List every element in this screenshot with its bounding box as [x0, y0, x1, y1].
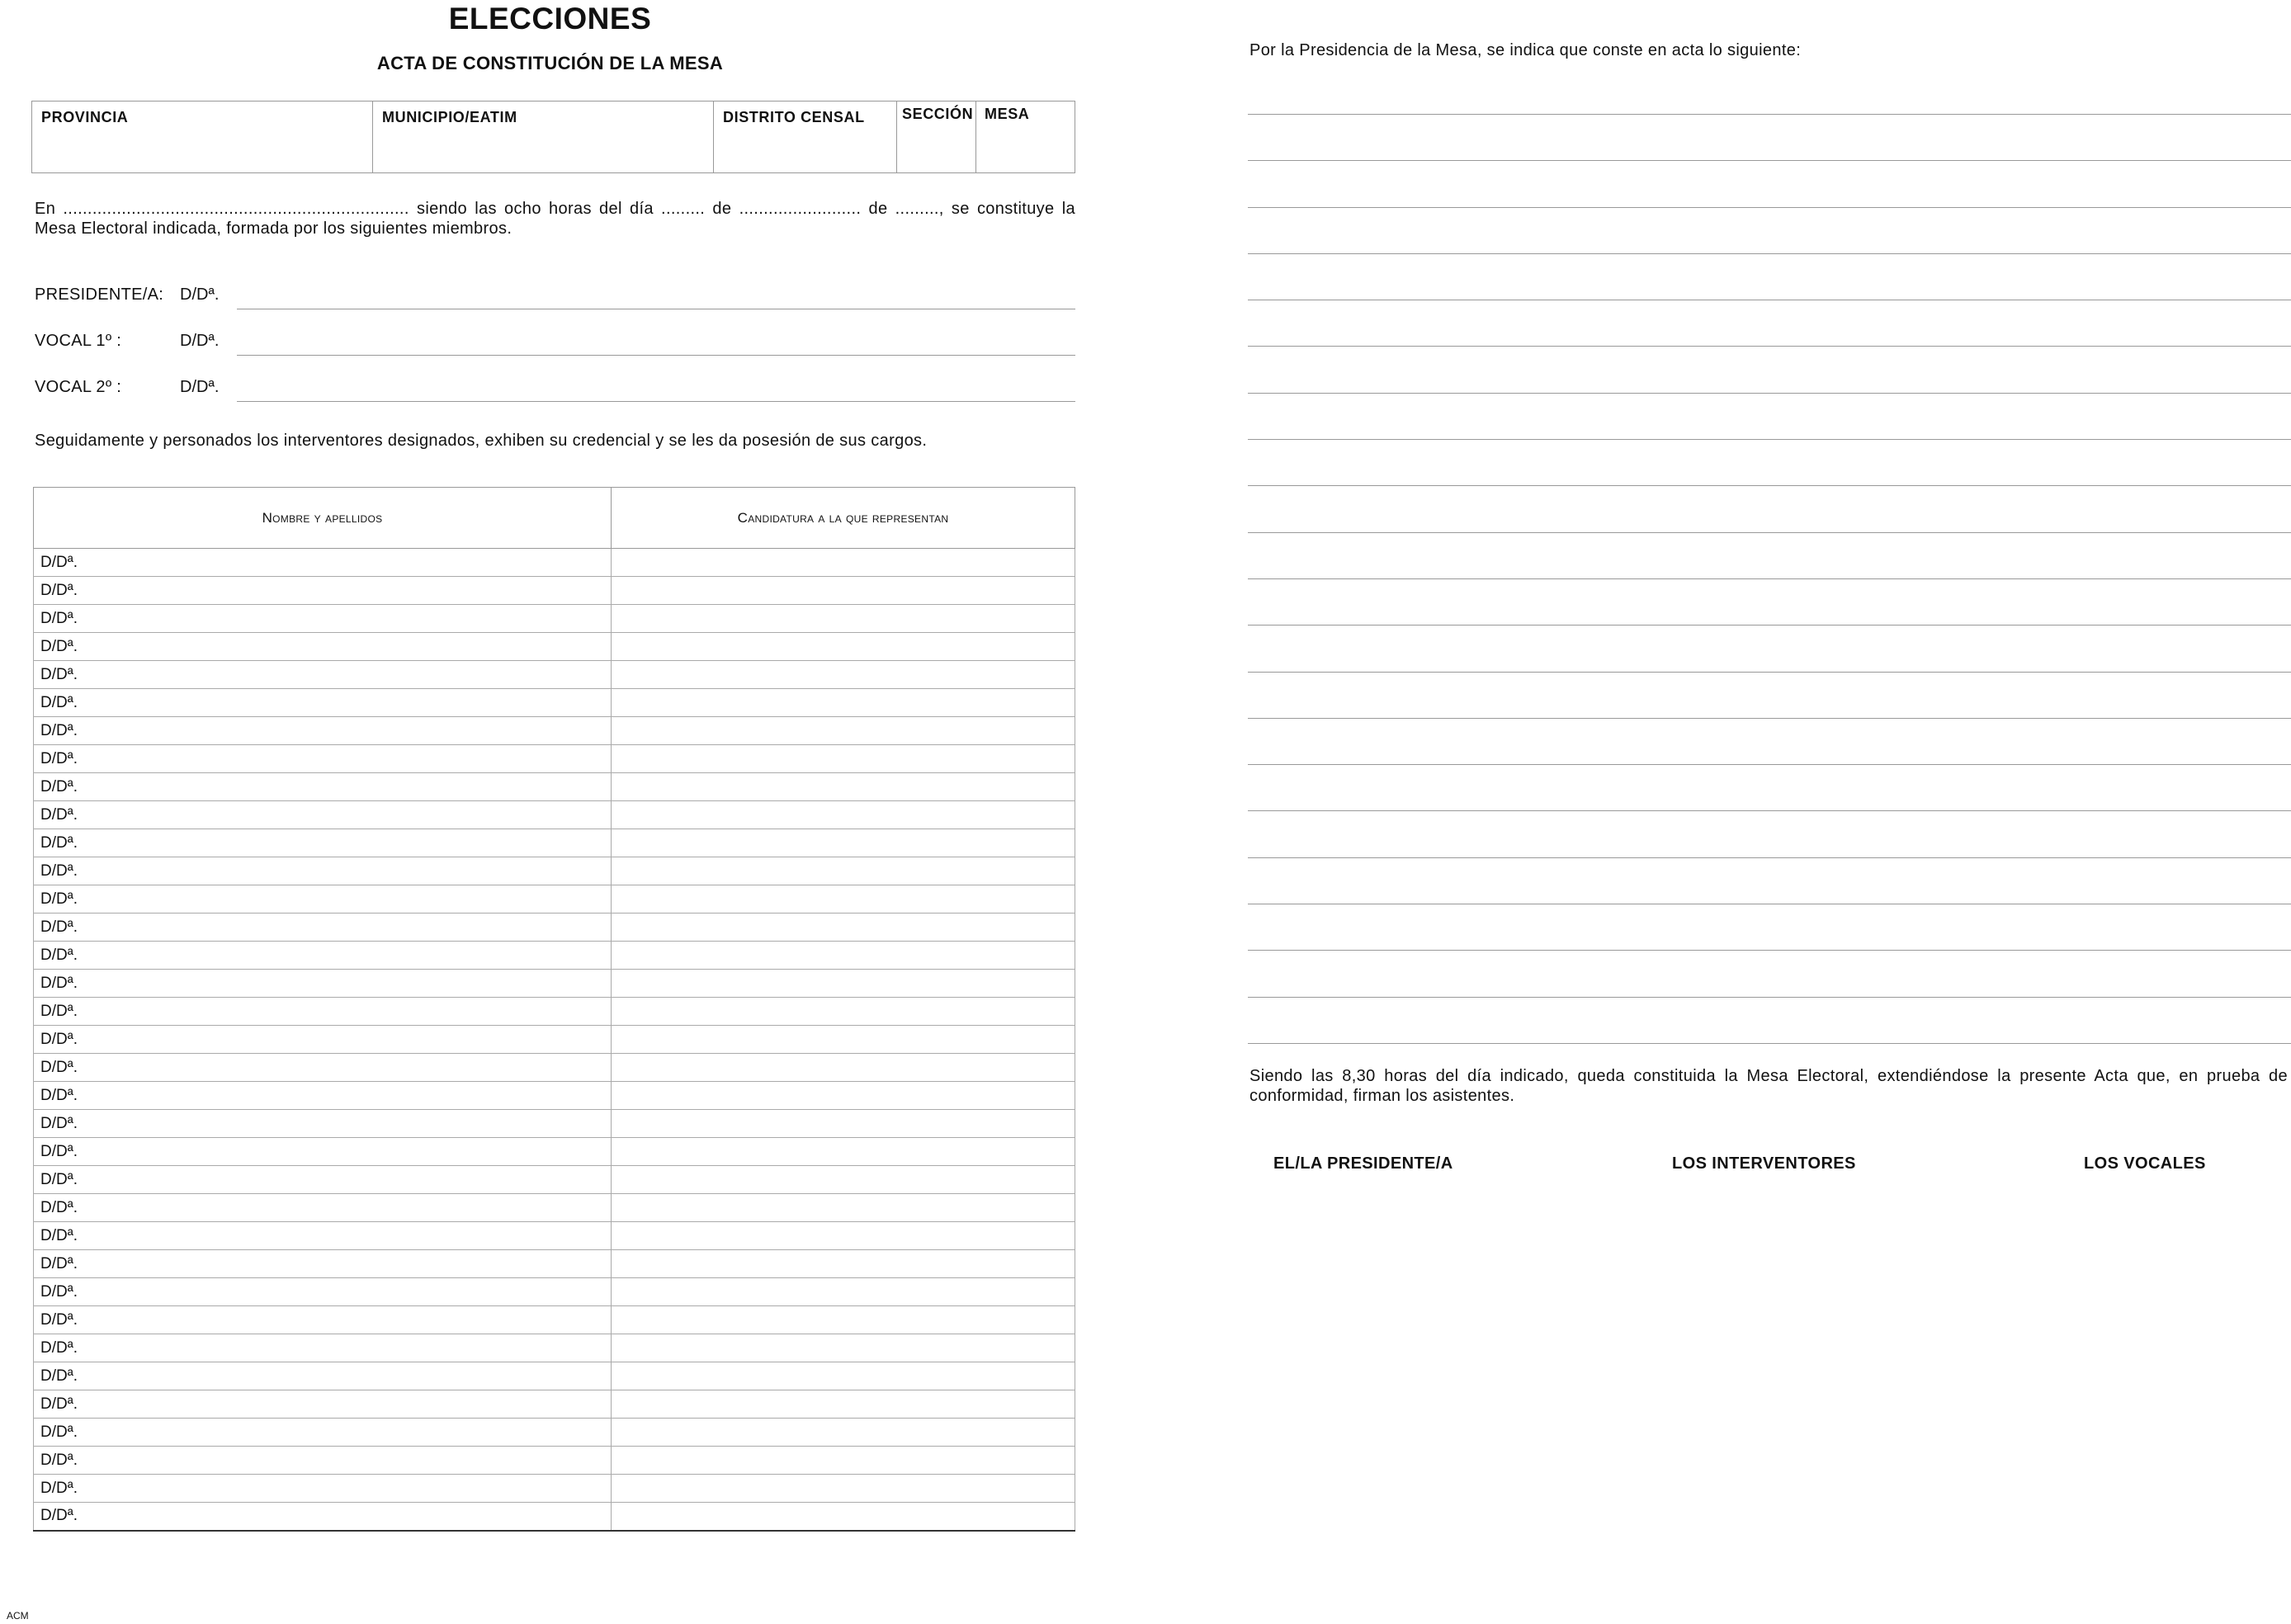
- table-row: [34, 914, 1075, 942]
- table-row: [34, 549, 1075, 577]
- member-role: PRESIDENTE/A:: [35, 286, 164, 304]
- interventor-candidatura-cell[interactable]: [612, 1194, 1075, 1222]
- interventor-name-cell[interactable]: D/Dª.: [34, 829, 612, 857]
- table-row: [34, 717, 1075, 745]
- distrito-censal-field[interactable]: [714, 102, 897, 172]
- ruled-line[interactable]: [1248, 810, 2291, 811]
- interventor-name-cell[interactable]: D/Dª.: [34, 605, 612, 633]
- interventor-name-cell[interactable]: D/Dª.: [34, 1026, 612, 1054]
- table-row: [34, 577, 1075, 605]
- ruled-line[interactable]: [1248, 764, 2291, 765]
- interventor-name-cell[interactable]: D/Dª.: [34, 745, 612, 773]
- interventor-name-cell[interactable]: D/Dª.: [34, 1306, 612, 1334]
- member-vocal-2: [35, 375, 1075, 403]
- member-prefix: D/Dª.: [180, 286, 220, 304]
- provincia-label: PROVINCIA: [41, 109, 129, 125]
- closing-paragraph: Siendo las 8,30 horas del día indicado, queda constituida la Mesa Electoral, extendiéndose la presente Acta que, en prueba de conformidad, firman los asistentes.: [1249, 1067, 2288, 1105]
- ruled-line[interactable]: [1248, 950, 2291, 951]
- location-header-box: [31, 101, 1075, 173]
- interventor-candidatura-cell[interactable]: [612, 1362, 1075, 1390]
- interventor-name-cell[interactable]: D/Dª.: [34, 1447, 612, 1475]
- interventor-name-cell[interactable]: D/Dª.: [34, 801, 612, 829]
- table-row: [34, 1419, 1075, 1447]
- interventor-name-cell[interactable]: D/Dª.: [34, 689, 612, 717]
- table-row: [34, 1362, 1075, 1390]
- interventor-candidatura-cell[interactable]: [612, 1390, 1075, 1419]
- interventores-table: [33, 487, 1075, 1532]
- table-row: [34, 829, 1075, 857]
- ruled-line[interactable]: [1248, 207, 2291, 208]
- mesa-field[interactable]: [976, 102, 1075, 172]
- interventor-candidatura-cell[interactable]: [612, 577, 1075, 605]
- table-row: [34, 1334, 1075, 1362]
- interventor-candidatura-cell[interactable]: [612, 1222, 1075, 1250]
- interventor-candidatura-cell[interactable]: [612, 1447, 1075, 1475]
- table-row: [34, 1026, 1075, 1054]
- interventor-name-cell[interactable]: D/Dª.: [34, 1222, 612, 1250]
- interventor-candidatura-cell[interactable]: [612, 633, 1075, 661]
- table-row: [34, 1475, 1075, 1503]
- table-row: [34, 1194, 1075, 1222]
- member-prefix: D/Dª.: [180, 332, 220, 350]
- municipio-field[interactable]: [373, 102, 714, 172]
- interventor-candidatura-cell[interactable]: [612, 661, 1075, 689]
- interventor-name-cell[interactable]: D/Dª.: [34, 1278, 612, 1306]
- table-row: [34, 1306, 1075, 1334]
- interventor-candidatura-cell[interactable]: [612, 1419, 1075, 1447]
- interventor-candidatura-cell[interactable]: [612, 1334, 1075, 1362]
- interventor-name-cell[interactable]: D/Dª.: [34, 717, 612, 745]
- interventor-name-cell[interactable]: D/Dª.: [34, 1362, 612, 1390]
- seccion-label: SECCIÓN: [902, 106, 974, 122]
- interventor-candidatura-cell[interactable]: [612, 885, 1075, 914]
- followup-paragraph: Seguidamente y personados los interventores designados, exhiben su credencial y se les da posesión de sus cargos.: [35, 432, 928, 450]
- interventor-name-cell[interactable]: D/Dª.: [34, 549, 612, 577]
- ruled-line[interactable]: [1248, 253, 2291, 254]
- interventor-name-cell[interactable]: D/Dª.: [34, 1390, 612, 1419]
- member-role: VOCAL 1º :: [35, 332, 122, 350]
- member-presidente: [35, 282, 1075, 310]
- interventor-candidatura-cell[interactable]: [612, 773, 1075, 801]
- table-row: [34, 661, 1075, 689]
- interventor-name-cell[interactable]: D/Dª.: [34, 1250, 612, 1278]
- table-row: [34, 801, 1075, 829]
- ruled-line[interactable]: [1248, 718, 2291, 719]
- interventor-candidatura-cell[interactable]: [612, 970, 1075, 998]
- interventor-candidatura-cell[interactable]: [612, 801, 1075, 829]
- interventor-candidatura-cell[interactable]: [612, 1166, 1075, 1194]
- member-role: VOCAL 2º :: [35, 378, 122, 396]
- interventor-candidatura-cell[interactable]: [612, 1138, 1075, 1166]
- interventor-candidatura-cell[interactable]: [612, 942, 1075, 970]
- document-title: ELECCIONES: [448, 2, 652, 35]
- ruled-note-area[interactable]: [1248, 114, 2291, 1089]
- column-header-candidatura: Candidatura a la que representan: [612, 488, 1075, 549]
- member-prefix: D/Dª.: [180, 378, 220, 396]
- document-subtitle: ACTA DE CONSTITUCIÓN DE LA MESA: [376, 53, 724, 73]
- interventor-candidatura-cell[interactable]: [612, 1082, 1075, 1110]
- interventor-name-cell[interactable]: D/Dª.: [34, 1503, 612, 1531]
- interventor-candidatura-cell[interactable]: [612, 1475, 1075, 1503]
- interventor-name-cell[interactable]: D/Dª.: [34, 1475, 612, 1503]
- interventor-name-cell[interactable]: D/Dª.: [34, 857, 612, 885]
- interventor-candidatura-cell[interactable]: [612, 689, 1075, 717]
- interventor-name-cell[interactable]: D/Dª.: [34, 942, 612, 970]
- provincia-field[interactable]: [32, 102, 373, 172]
- interventor-candidatura-cell[interactable]: [612, 605, 1075, 633]
- table-row: [34, 970, 1075, 998]
- interventor-candidatura-cell[interactable]: [612, 829, 1075, 857]
- ruled-line[interactable]: [1248, 997, 2291, 998]
- mesa-label: MESA: [985, 106, 1030, 122]
- distrito-censal-label: DISTRITO CENSAL: [723, 109, 865, 125]
- table-row: [34, 1503, 1075, 1531]
- interventor-name-cell[interactable]: D/Dª.: [34, 1082, 612, 1110]
- interventor-name-cell[interactable]: D/Dª.: [34, 661, 612, 689]
- interventor-name-cell[interactable]: D/Dª.: [34, 577, 612, 605]
- signature-presidente-label: EL/LA PRESIDENTE/A: [1273, 1154, 1453, 1173]
- seccion-field[interactable]: [897, 102, 976, 172]
- table-row: [34, 1082, 1075, 1110]
- signature-vocales-label: LOS VOCALES: [2084, 1154, 2206, 1173]
- interventor-name-cell[interactable]: D/Dª.: [34, 1419, 612, 1447]
- table-header-row: [34, 488, 1075, 549]
- table-row: [34, 942, 1075, 970]
- table-row: [34, 857, 1075, 885]
- interventor-candidatura-cell[interactable]: [612, 549, 1075, 577]
- table-row: [34, 1138, 1075, 1166]
- interventor-candidatura-cell[interactable]: [612, 914, 1075, 942]
- interventor-name-cell[interactable]: D/Dª.: [34, 914, 612, 942]
- footer-code: ACM: [7, 1610, 29, 1622]
- ruled-line[interactable]: [1248, 393, 2291, 394]
- table-row: [34, 885, 1075, 914]
- table-row: [34, 1110, 1075, 1138]
- interventor-candidatura-cell[interactable]: [612, 1110, 1075, 1138]
- interventor-name-cell[interactable]: D/Dª.: [34, 970, 612, 998]
- intro-paragraph: En ....................................................................... siendo las ocho horas del día ......... de ......................... de ........., se constituye la Mesa Electoral indicada, formada por los siguientes miembros.: [35, 200, 1075, 238]
- ruled-line[interactable]: [1248, 485, 2291, 486]
- ruled-line[interactable]: [1248, 578, 2291, 579]
- member-name-line[interactable]: [237, 355, 1075, 356]
- ruled-line[interactable]: [1248, 532, 2291, 533]
- table-row: [34, 1166, 1075, 1194]
- ruled-line[interactable]: [1248, 1043, 2291, 1044]
- interventor-name-cell[interactable]: D/Dª.: [34, 1138, 612, 1166]
- interventor-name-cell[interactable]: D/Dª.: [34, 633, 612, 661]
- interventor-candidatura-cell[interactable]: [612, 1278, 1075, 1306]
- ruled-line[interactable]: [1248, 857, 2291, 858]
- table-row: [34, 1390, 1075, 1419]
- municipio-label: MUNICIPIO/EATIM: [382, 109, 517, 125]
- table-row: [34, 1447, 1075, 1475]
- interventores-table-body: [34, 549, 1075, 1531]
- ruled-line[interactable]: [1248, 439, 2291, 440]
- interventor-name-cell[interactable]: D/Dª.: [34, 1334, 612, 1362]
- table-row: [34, 1250, 1075, 1278]
- table-row: [34, 1278, 1075, 1306]
- interventor-candidatura-cell[interactable]: [612, 857, 1075, 885]
- interventor-name-cell[interactable]: D/Dª.: [34, 773, 612, 801]
- table-row: [34, 689, 1075, 717]
- interventor-name-cell[interactable]: D/Dª.: [34, 998, 612, 1026]
- ruled-line[interactable]: [1248, 625, 2291, 626]
- interventor-candidatura-cell[interactable]: [612, 998, 1075, 1026]
- interventor-candidatura-cell[interactable]: [612, 1026, 1075, 1054]
- table-row: [34, 1222, 1075, 1250]
- interventor-candidatura-cell[interactable]: [612, 1306, 1075, 1334]
- table-row: [34, 633, 1075, 661]
- interventor-candidatura-cell[interactable]: [612, 1250, 1075, 1278]
- signature-interventores-label: LOS INTERVENTORES: [1672, 1154, 1856, 1173]
- table-row: [34, 998, 1075, 1026]
- ruled-line[interactable]: [1248, 160, 2291, 161]
- interventor-candidatura-cell[interactable]: [612, 745, 1075, 773]
- table-row: [34, 773, 1075, 801]
- interventor-name-cell[interactable]: D/Dª.: [34, 1166, 612, 1194]
- interventor-name-cell[interactable]: D/Dª.: [34, 885, 612, 914]
- table-row: [34, 745, 1075, 773]
- interventor-name-cell[interactable]: D/Dª.: [34, 1054, 612, 1082]
- member-vocal-1: [35, 328, 1075, 356]
- interventor-candidatura-cell[interactable]: [612, 717, 1075, 745]
- ruled-line[interactable]: [1248, 114, 2291, 115]
- table-row: [34, 1054, 1075, 1082]
- member-name-line[interactable]: [237, 401, 1075, 402]
- interventor-name-cell[interactable]: D/Dª.: [34, 1110, 612, 1138]
- table-row: [34, 605, 1075, 633]
- ruled-line[interactable]: [1248, 346, 2291, 347]
- interventor-candidatura-cell[interactable]: [612, 1503, 1075, 1531]
- interventor-name-cell[interactable]: D/Dª.: [34, 1194, 612, 1222]
- column-header-nombre: Nombre y apellidos: [34, 488, 612, 549]
- presidencia-note-intro: Por la Presidencia de la Mesa, se indica que conste en acta lo siguiente:: [1249, 41, 1802, 59]
- ruled-line[interactable]: [1248, 672, 2291, 673]
- interventor-candidatura-cell[interactable]: [612, 1054, 1075, 1082]
